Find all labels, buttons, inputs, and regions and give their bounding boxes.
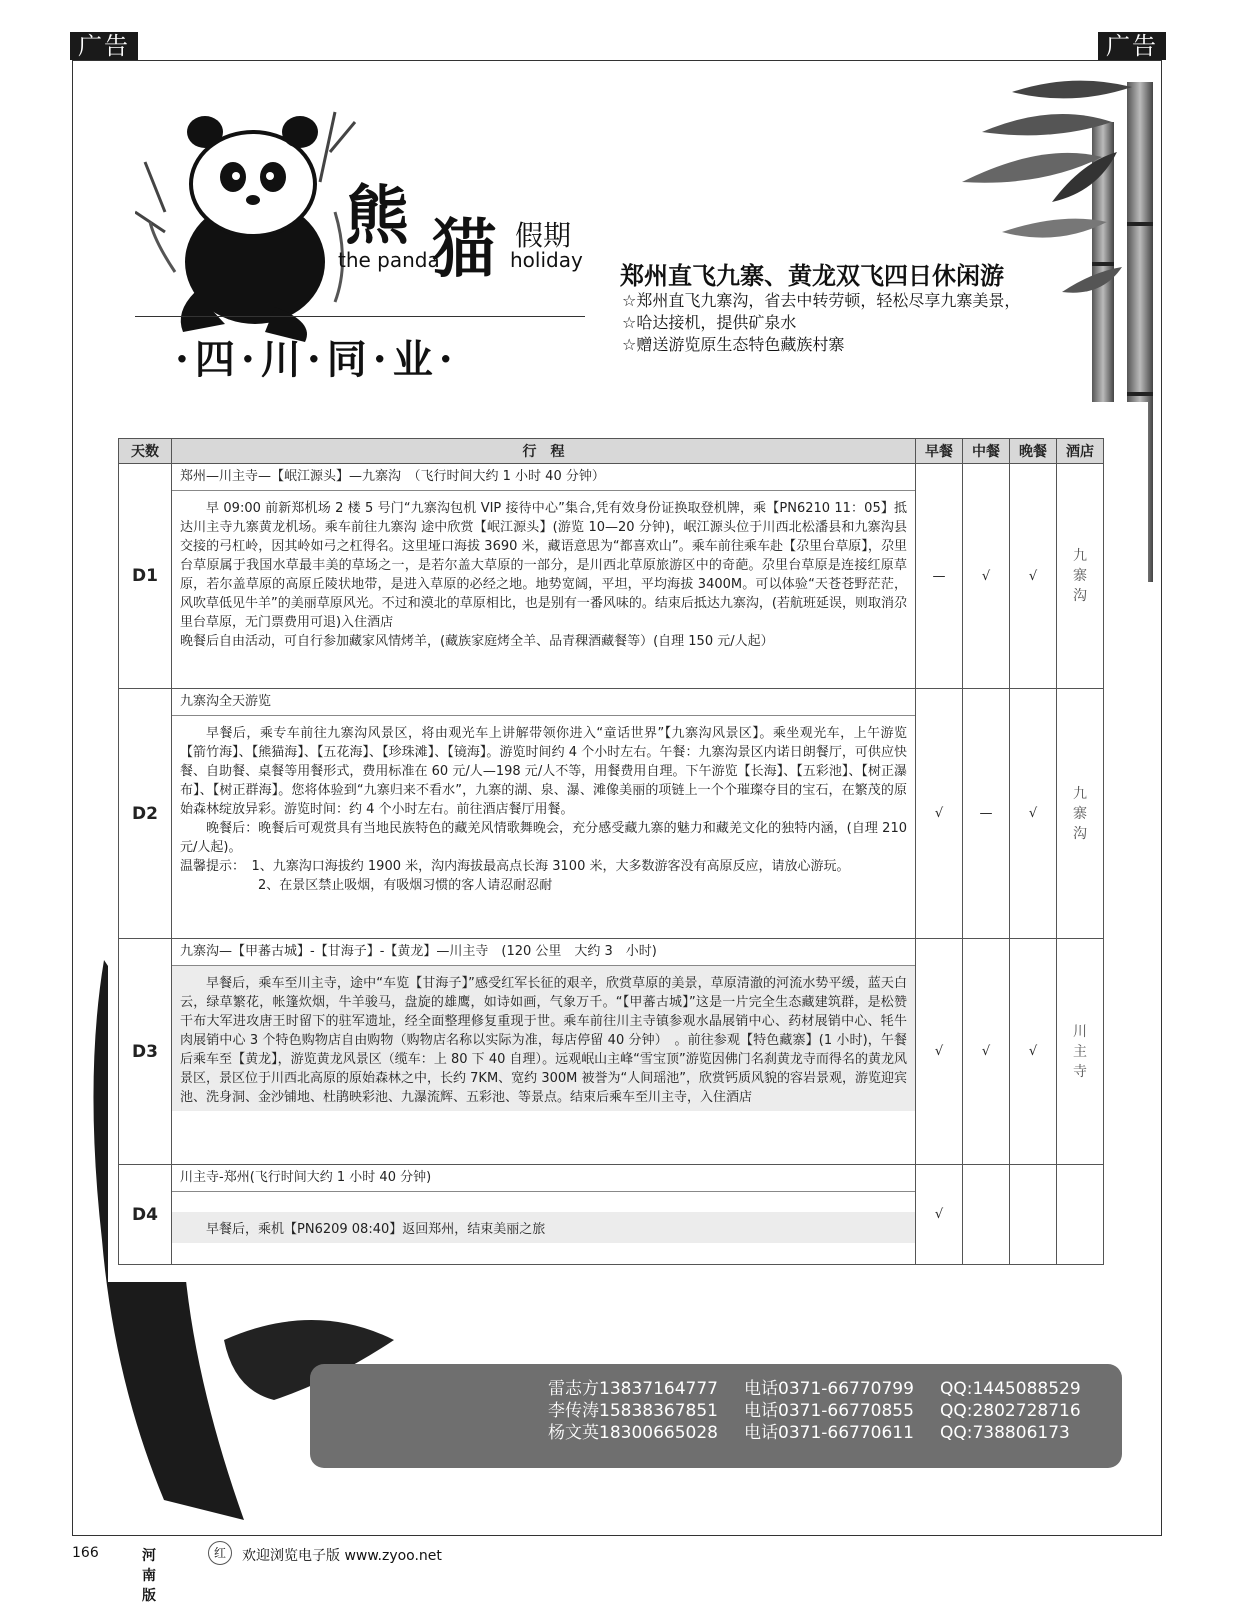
- table-row: [119, 939, 1104, 1165]
- route-title: 川主寺-郑州(飞行时间大约 1 小时 40 分钟): [172, 1165, 915, 1192]
- detail-paragraph: 早餐后，乘车至川主寺，途中“车览【甘海子】”感受红军长征的艰辛，欣赏草原的美景，草原清澈的河流水势平缓，蓝天白云，绿草繁花，帐篷炊烟，牛羊骏马，盘旋的雄鹰，如诗如画，气象万千。“【甲蕃古城】”这是一片完全生态藏建筑群，是松赞干布大军进攻唐王时留下的驻军遗址，经全面整理修复重现于世。乘车前往川主寺镇参观水晶展销中心、药材展销中心、牦牛肉展销中心 3 个特色购物店自由购物（购物店名称以实际为准，每店停留 40 分钟） 。前往参观【特色藏寨】(1 小时)，午餐后乘车至【黄龙】，游览黄龙风景区（缆车：上 80 下 40 自理）。远观岷山主峰“雪宝顶”游览因佛门名刹黄龙寺而得名的黄龙风景区，景区位于川西北高原的原始森林之中，长约 7KM、宽约 300M 被誉为“人间瑶池”，欣赏钙质风貌的容岩景观，游览迎宾池、洗身洞、金沙铺地、杜鹃映彩池、九瀑流辉、五彩池、等景点。结束后乘车至川主寺，入住酒店: [180, 976, 907, 1105]
- feature-list: [622, 290, 1020, 356]
- contact-qq: QQ:2802728716: [940, 1401, 1081, 1421]
- logo-jiaqi: 假期: [515, 219, 572, 252]
- table-row: [119, 1165, 1104, 1265]
- dinner-cell: √: [1010, 939, 1057, 1165]
- lunch-cell: —: [963, 689, 1010, 939]
- detail-paragraph: 晚餐后自由活动，可自行参加藏家风情烤羊，(藏族家庭烤全羊、品青稞酒藏餐等）(自理 150 元/人起）: [180, 634, 774, 649]
- dinner-cell: [1010, 1165, 1057, 1265]
- hotel-name: 川主寺: [1073, 1023, 1087, 1080]
- day-cell: D1: [119, 464, 172, 689]
- tour-headline: 郑州直飞九寨、黄龙双飞四日休闲游: [620, 262, 1004, 290]
- hotel-cell: [1057, 464, 1104, 689]
- logo-divider: [135, 316, 585, 317]
- day-cell: D2: [119, 689, 172, 939]
- page-number: 166: [72, 1545, 99, 1561]
- breakfast-cell: √: [916, 939, 963, 1165]
- header-breakfast: 早餐: [916, 439, 963, 464]
- header-day: 天数: [119, 439, 172, 464]
- contact-qq: QQ:738806173: [940, 1423, 1070, 1443]
- itinerary-panel: [108, 402, 1148, 1282]
- ad-label-left: 广告: [70, 32, 138, 60]
- ad-label-right: 广告: [1098, 32, 1166, 60]
- breakfast-cell: √: [916, 689, 963, 939]
- table-header-row: [119, 439, 1104, 464]
- dinner-cell: √: [1010, 689, 1057, 939]
- edition-badge: 红: [208, 1541, 232, 1565]
- lunch-cell: √: [963, 939, 1010, 1165]
- route-detail: [172, 716, 915, 899]
- contact-row: [548, 1378, 1081, 1400]
- feature-item: ☆郑州直飞九寨沟，省去中转劳顿，轻松尽享九寨美景，: [622, 291, 1021, 310]
- feature-item: ☆赠送游览原生态特色藏族村寨: [622, 335, 845, 354]
- hotel-name: 九寨沟: [1073, 785, 1087, 842]
- hotel-cell: [1057, 689, 1104, 939]
- contact-qq: QQ:1445088529: [940, 1379, 1081, 1399]
- detail-paragraph: 晚餐后：晚餐后可观赏具有当地民族特色的藏羌风情歌舞晚会，充分感受藏九寨的魅力和藏羌文化的独特内涵，(自理 210 元/人起)。: [180, 821, 907, 855]
- route-detail: [172, 1212, 915, 1243]
- detail-paragraph: 早餐后，乘专车前往九寨沟风景区，将由观光车上讲解带领你进入“童话世界”【九寨沟风景区】。乘坐观光车，上午游览【箭竹海】、【熊猫海】、【五花海】、【珍珠滩】、【镜海】。游览时间约 4 个小时左右。午餐：九寨沟景区内诺日朗餐厅，可供应快餐、自助餐、桌餐等用餐形式，费用标准在 60 元/人—198 元/人不等，用餐费用自理。下午游览【长海】、【五彩池】、【树正瀑布】、【树正群海】。您将体验到“九寨归来不看水”，九寨的湖、泉、瀑、滩像美丽的项链上一个个璀璨夺目的宝石，在繁茂的原始森林绽放异彩。游览时间：约 4 个小时左右。前往酒店餐厅用餐。: [180, 726, 907, 817]
- welcome-link[interactable]: 欢迎浏览电子版 www.zyoo.net: [242, 1548, 442, 1564]
- contact-list: [548, 1378, 1081, 1444]
- logo-subtitle: ·四·川·同·业·: [175, 336, 459, 383]
- detail-paragraph: 早餐后，乘机【PN6209 08:40】返回郑州，结束美丽之旅: [206, 1222, 546, 1237]
- route-title: 九寨沟全天游览: [172, 689, 915, 716]
- table-row: [119, 464, 1104, 689]
- day-cell: D4: [119, 1165, 172, 1265]
- contact-name-phone: 雷志方13837164777: [548, 1379, 718, 1399]
- hotel-cell: [1057, 939, 1104, 1165]
- table-row: [119, 689, 1104, 939]
- header-lunch: 中餐: [963, 439, 1010, 464]
- contact-name-phone: 李传涛15838367851: [548, 1401, 718, 1421]
- dinner-cell: √: [1010, 464, 1057, 689]
- feature-item: ☆哈达接机，提供矿泉水: [622, 313, 797, 332]
- header-route: 行 程: [172, 439, 916, 464]
- contact-tel: 电话0371-66770855: [744, 1401, 914, 1421]
- detail-paragraph: 温馨提示： 1、九寨沟口海拔约 1900 米，沟内海拔最高点长海 3100 米，大多数游客没有高原反应，请放心游玩。: [180, 859, 850, 874]
- route-title: 九寨沟—【甲蕃古城】-【甘海子】-【黄龙】—川主寺 (120 公里 大约 3 小时): [172, 939, 915, 966]
- contact-row: [548, 1422, 1081, 1444]
- detail-paragraph: 早 09:00 前新郑机场 2 楼 5 号门“九寨沟包机 VIP 接待中心”集合,凭有效身份证换取登机牌，乘【PN6210 11：05】抵达川主寺九寨黄龙机场。乘车前往九寨沟 途中欣赏【岷江源头】(游览 10—20 分钟)，岷江源头位于川西北松潘县和九寨沟县交接的弓杠岭，因其岭如弓之杠得名。这里垭口海拔 3690 米，藏语意思为“都喜欢山”。乘车前往乘车赴【尕里台草原】，尕里台草原属于我国水草最丰美的草场之一，是若尔盖大草原的一部分，是川西北草原旅游区中的奇葩。尕里台草原是连接红原草原，若尔盖草原的高原丘陵状地带，是进入草原的必经之地。地势宽阔，平坦，平均海拔 3400M。可以体验“天苍苍野茫茫，风吹草低见牛羊”的美丽草原风光。不过和漠北的草原相比，也是别有一番风味的。结束后抵达九寨沟，(若航班延误，则取消尕里台草原，无门票费用可退)入住酒店: [180, 501, 907, 630]
- lunch-cell: √: [963, 464, 1010, 689]
- itinerary-table: [118, 438, 1104, 1265]
- route-cell: [172, 1165, 916, 1265]
- lunch-cell: [963, 1165, 1010, 1265]
- hotel-cell: [1057, 1165, 1104, 1265]
- logo-char-mao: 猫: [432, 212, 496, 287]
- route-title: 郑州—川主寺—【岷江源头】—九寨沟 （飞行时间大约 1 小时 40 分钟）: [172, 464, 915, 491]
- header-dinner: 晚餐: [1010, 439, 1057, 464]
- breakfast-cell: —: [916, 464, 963, 689]
- contact-name-phone: 杨文英18300665028: [548, 1423, 718, 1443]
- edition-label: 河南版: [142, 1548, 156, 1604]
- header-hotel: 酒店: [1057, 439, 1104, 464]
- hotel-name: 九寨沟: [1073, 548, 1087, 604]
- route-detail: [172, 966, 915, 1111]
- route-cell: [172, 464, 916, 689]
- logo-char-xiong: 熊: [345, 179, 409, 254]
- breakfast-cell: √: [916, 1165, 963, 1265]
- logo-en-holiday: holiday: [510, 248, 583, 272]
- contact-tel: 电话0371-66770611: [744, 1423, 914, 1443]
- route-detail: [172, 491, 915, 655]
- route-cell: [172, 689, 916, 939]
- logo-en-the-panda: the panda: [338, 248, 440, 272]
- contact-row: [548, 1400, 1081, 1422]
- day-cell: D3: [119, 939, 172, 1165]
- contact-tel: 电话0371-66770799: [744, 1379, 914, 1399]
- detail-paragraph: 2、在景区禁止吸烟，有吸烟习惯的客人请忍耐忍耐: [258, 878, 553, 893]
- route-cell: [172, 939, 916, 1165]
- contact-panel: [310, 1364, 1122, 1468]
